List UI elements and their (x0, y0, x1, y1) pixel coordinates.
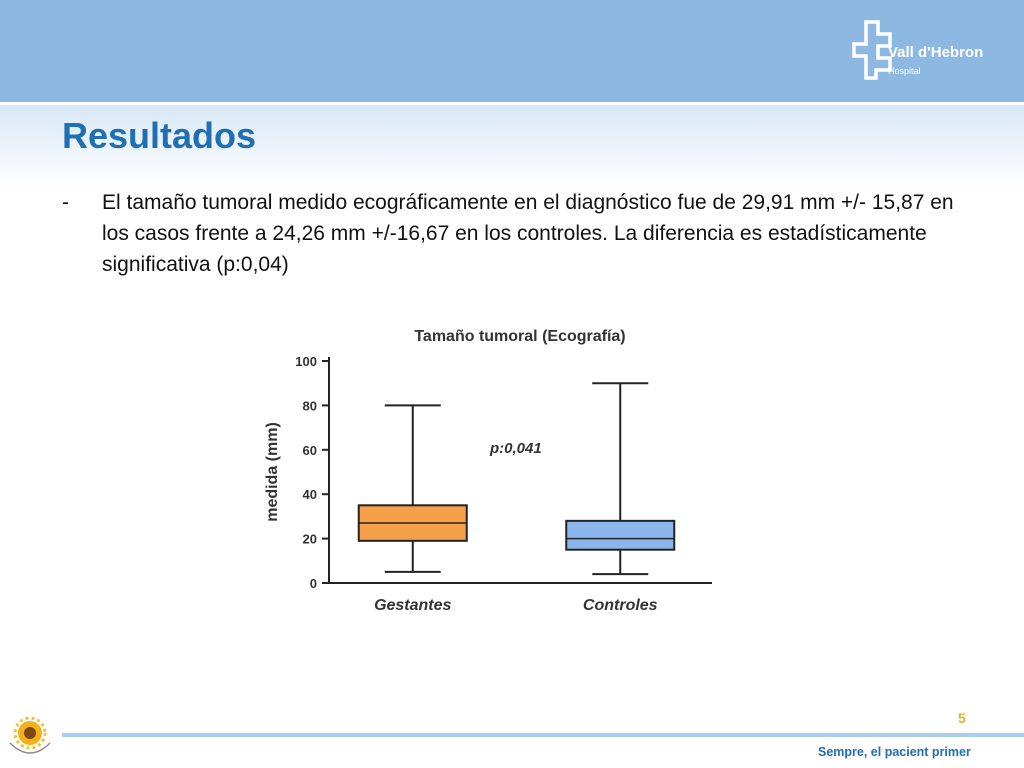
x-category-label: Gestantes (374, 597, 452, 614)
page-number: 5 (958, 710, 966, 726)
sunflower-badge-icon (6, 713, 54, 763)
boxplot-chart (250, 315, 730, 625)
logo-name: Vall d'Hebron (888, 44, 984, 61)
y-tick-label: 0 (309, 576, 317, 591)
y-tick-label: 20 (302, 531, 317, 547)
bullet-dash: - (62, 191, 69, 214)
y-tick-label: 80 (302, 398, 317, 414)
plot-area (295, 354, 712, 614)
footer-motto: Sempre, el pacient primer (818, 745, 971, 759)
page-title: Resultados (62, 115, 257, 156)
bullet-point (62, 187, 962, 280)
y-tick-label: 100 (295, 354, 317, 369)
footer-divider (62, 733, 1024, 737)
y-tick-label: 40 (302, 487, 317, 503)
y-tick-label: 60 (302, 442, 317, 458)
chart-title: Tamaño tumoral (Ecografía) (414, 328, 626, 345)
x-category-label: Controles (582, 597, 658, 614)
box-controles (566, 521, 674, 550)
bullet-text: El tamaño tumoral medido ecográficamente en el diagnóstico fue de 29,91 mm +/- 15,87 en los casos frente a 24,26 mm +/-16,67 en los controles. La diferencia es estadísticamente significativa (p:0,04) (102, 191, 954, 276)
y-axis-label: medida (mm) (264, 422, 281, 522)
p-value-annotation: p:0,041 (490, 440, 542, 457)
logo-subtitle: Hospital (888, 66, 921, 76)
